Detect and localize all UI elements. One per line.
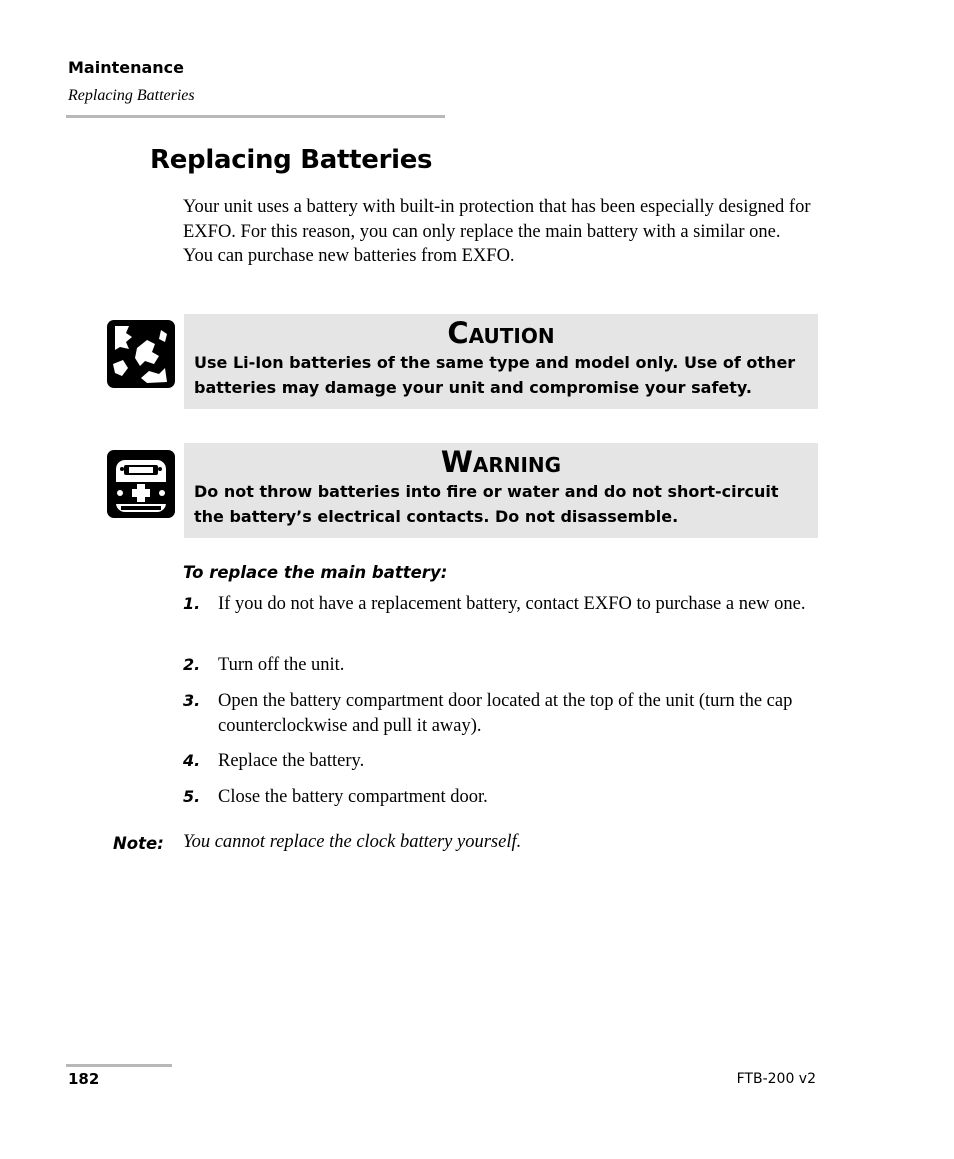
warning-title: Warning bbox=[440, 445, 562, 479]
warning-text: Do not throw batteries into fire or water and do not short-circuit the battery’s electrical contacts. Do not disassemble. bbox=[194, 482, 779, 526]
step-text: Close the battery compartment door. bbox=[218, 787, 488, 807]
ambulance-icon bbox=[107, 450, 175, 518]
step-number: 4. bbox=[183, 751, 201, 770]
caution-box bbox=[184, 314, 818, 409]
document-id: FTB-200 v2 bbox=[736, 1071, 816, 1087]
header-rule bbox=[66, 115, 445, 118]
step-number: 5. bbox=[183, 787, 201, 806]
caution-hand-icon bbox=[107, 320, 175, 388]
caution-text: Use Li-Ion batteries of the same type and model only. Use of other batteries may damage your unit and compromise your safety. bbox=[194, 353, 796, 397]
step-text: Replace the battery. bbox=[218, 751, 365, 771]
step-number: 1. bbox=[183, 594, 201, 613]
page-number: 182 bbox=[68, 1070, 100, 1088]
footer-rule bbox=[66, 1064, 172, 1067]
page-title: Replacing Batteries bbox=[150, 145, 433, 175]
header-section-title: Maintenance bbox=[68, 58, 185, 77]
step-text: Open the battery compartment door located at the top of the unit (turn the cap counterclockwise and pull it away). bbox=[218, 691, 793, 736]
step-number: 2. bbox=[183, 655, 201, 674]
note-text: You cannot replace the clock battery yourself. bbox=[183, 832, 522, 852]
note-label: Note: bbox=[113, 834, 164, 853]
procedure-title: To replace the main battery: bbox=[183, 563, 448, 582]
step-number: 3. bbox=[183, 691, 201, 710]
intro-paragraph-1: Your unit uses a battery with built-in protection that has been especially designed for EXFO. For this reason, you can only replace the main battery with a similar one. bbox=[183, 197, 811, 242]
step-text: Turn off the unit. bbox=[218, 655, 345, 675]
warning-box bbox=[184, 443, 818, 538]
header-subsection-title: Replacing Batteries bbox=[68, 87, 195, 104]
intro-paragraph-2: You can purchase new batteries from EXFO. bbox=[183, 246, 515, 266]
caution-title: Caution bbox=[447, 316, 555, 350]
step-text: If you do not have a replacement battery, contact EXFO to purchase a new one. bbox=[218, 594, 806, 614]
intro-text bbox=[183, 195, 823, 269]
